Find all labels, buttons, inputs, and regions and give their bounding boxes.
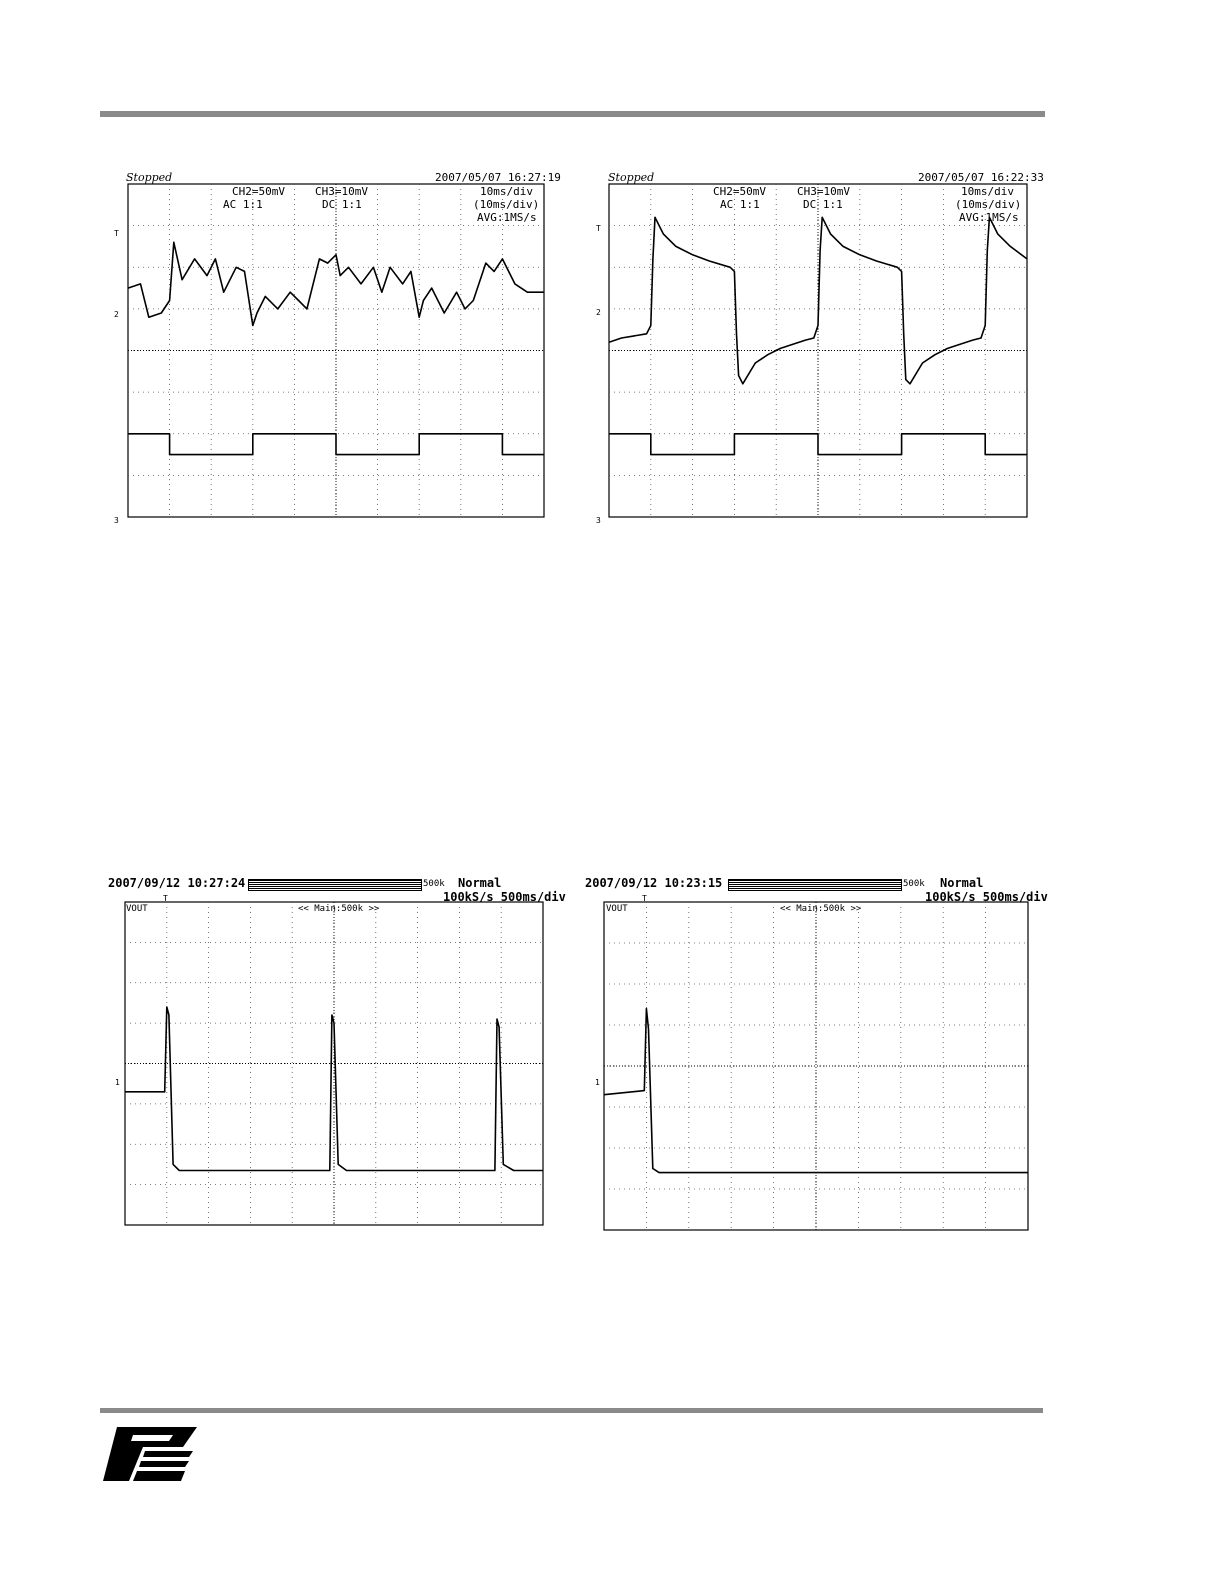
ch2-scale: CH2=50mV [713,185,766,198]
ch3-scale: CH3=10mV [315,185,368,198]
trigger-marker: T [596,224,601,233]
ch3-marker: 3 [596,516,601,525]
scope-plot [110,168,550,533]
trace-ch3 [128,434,544,455]
ch3-marker: 3 [114,516,119,525]
trigger-mode: Normal [940,876,984,890]
header-rule [100,111,1045,117]
sample-rate: 100kS/s 500ms/div [443,890,566,904]
zoom-label: << Main:500k >> [298,904,380,914]
ch2-coupling: AC 1:1 [223,198,263,211]
scope-timestamp: 2007/09/12 10:23:15 [585,876,723,890]
ch2-marker: 2 [114,310,119,319]
oscilloscope-screenshot [585,873,1048,1233]
scope-plot [585,873,1033,1233]
sample-rate: 100kS/s 500ms/div [925,890,1048,904]
trigger-marker: T [114,229,119,238]
trigger-marker: T [642,894,647,903]
ch1-marker: 1 [595,1078,600,1087]
scope-timestamp: 2007/05/07 16:27:19 [435,171,561,184]
timebase: 10ms/div [961,185,1014,198]
record-length: 500k [903,879,925,889]
ch3-scale: CH3=10mV [797,185,850,198]
trace-label: VOUT [126,904,148,914]
trace-label: VOUT [606,904,628,914]
trigger-mode: Normal [458,876,502,890]
oscilloscope-screenshot [108,873,566,1233]
ch1-marker: 1 [115,1078,120,1087]
oscilloscope-screenshot [593,168,1044,533]
acquisition-mode: AVG:1MS/s [477,211,537,224]
ch2-coupling: AC 1:1 [720,198,760,211]
scope-timestamp: 2007/05/07 16:22:33 [918,171,1044,184]
scope-plot [108,873,553,1233]
trigger-marker: T [163,894,168,903]
scope-status: Stopped [126,171,173,184]
oscilloscope-screenshot [110,168,561,533]
timebase-sub: (10ms/div) [473,198,540,211]
scope-timestamp: 2007/09/12 10:27:24 [108,876,246,890]
company-logo [103,1427,197,1481]
record-length: 500k [423,879,445,889]
acquisition-mode: AVG:1MS/s [959,211,1019,224]
timebase-sub: (10ms/div) [955,198,1022,211]
trace-ch3 [609,434,1027,455]
ch3-coupling: DC 1:1 [322,198,362,211]
scope-plot [593,168,1033,533]
ch2-scale: CH2=50mV [232,185,285,198]
ch2-marker: 2 [596,308,601,317]
scope-status: Stopped [608,171,655,184]
ch3-coupling: DC 1:1 [803,198,843,211]
timebase: 10ms/div [480,185,533,198]
footer-rule [100,1408,1043,1413]
zoom-label: << Main:500k >> [780,904,862,914]
